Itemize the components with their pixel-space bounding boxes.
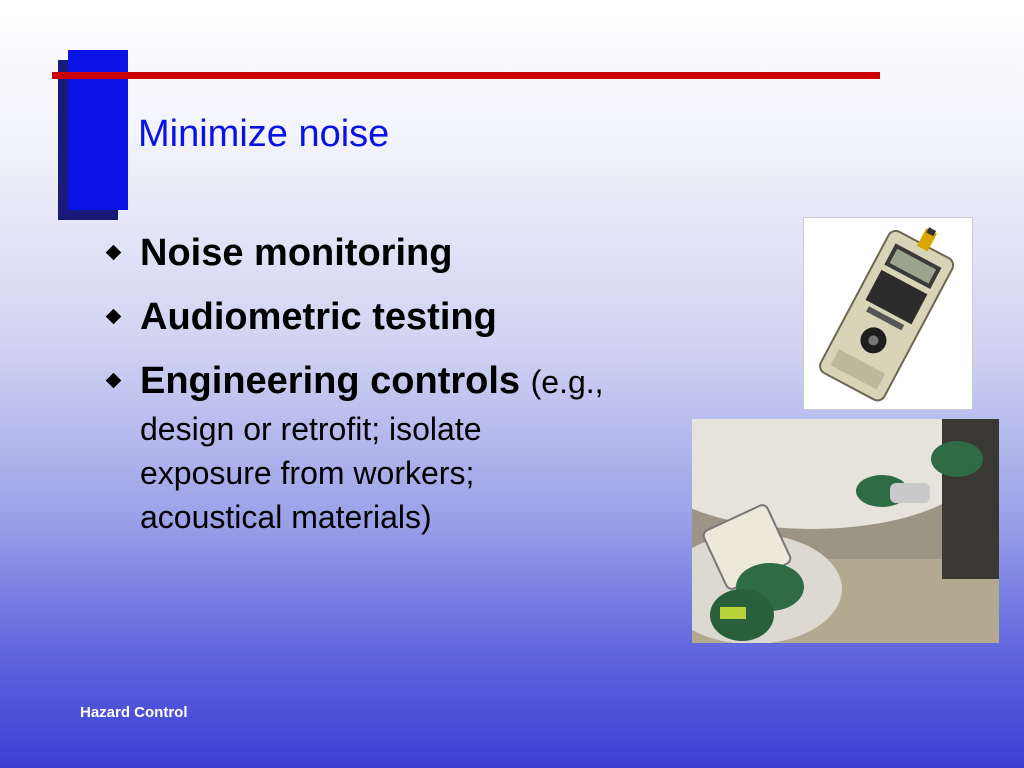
slide-title: Minimize noise xyxy=(138,113,390,155)
workers-measuring-noise-photo-icon xyxy=(692,419,999,643)
slide-footer: Hazard Control xyxy=(80,704,188,721)
bullet-note: (e.g., xyxy=(530,364,604,400)
bullet-item-engineering-controls xyxy=(100,356,720,539)
bullet-item-noise-monitoring xyxy=(100,228,720,278)
bullet-label: Audiometric testing xyxy=(140,296,497,338)
sound-level-meter-image xyxy=(803,217,973,410)
bullet-label: Engineering controls xyxy=(140,360,521,402)
title-rule xyxy=(52,72,880,79)
diamond-bullet-icon xyxy=(106,309,122,325)
diamond-bullet-icon xyxy=(106,245,122,261)
sound-level-meter-icon xyxy=(804,218,972,409)
bullet-list xyxy=(100,228,720,553)
bullet-continuation-line: design or retrofit; isolate xyxy=(140,411,482,447)
bullet-item-audiometric-testing xyxy=(100,292,720,342)
diamond-bullet-icon xyxy=(106,373,122,389)
bullet-continuation-line: acoustical materials) xyxy=(140,499,432,535)
bullet-continuation-line: exposure from workers; xyxy=(140,455,475,491)
bullet-label: Noise monitoring xyxy=(140,232,453,274)
workers-photo xyxy=(692,419,999,643)
